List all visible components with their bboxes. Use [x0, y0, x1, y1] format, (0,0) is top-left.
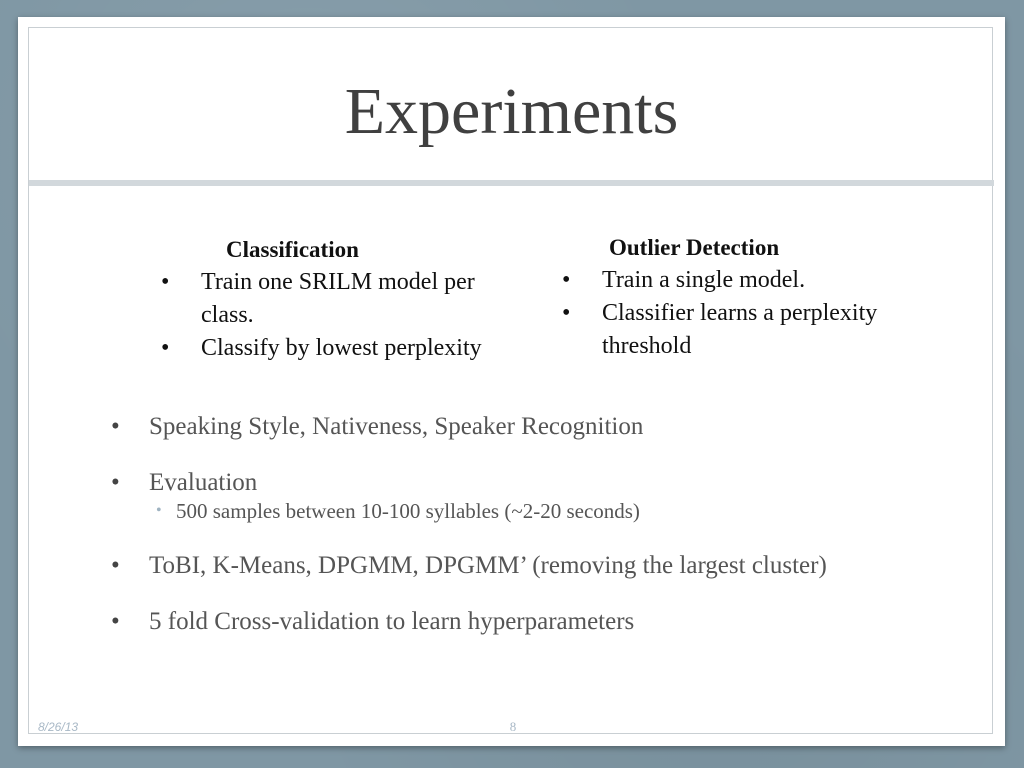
outlier-detection-column — [559, 231, 879, 363]
bullet-icon: • — [111, 413, 120, 440]
list-item — [158, 332, 498, 365]
classification-column — [158, 233, 498, 365]
classification-list — [158, 266, 498, 365]
bullet-icon: • — [562, 300, 571, 326]
bullet-icon: • — [161, 269, 170, 295]
bullet-icon: • — [111, 552, 120, 579]
main-bullet-list — [111, 413, 911, 664]
title-divider — [29, 180, 994, 186]
bullet-text: Train one SRILM model per class. — [201, 269, 475, 328]
footer-date: 8/26/13 — [38, 720, 79, 734]
outlier-detection-heading: Outlier Detection — [609, 235, 780, 260]
list-item — [559, 297, 879, 363]
bullet-text: Classifier learns a perplexity threshold — [602, 300, 878, 359]
bullet-text: Classify by lowest perplexity — [201, 335, 482, 361]
sub-bullet-text: 500 samples between 10-100 syllables (~2-20 seconds) — [176, 499, 640, 523]
list-item — [111, 608, 911, 635]
list-item — [111, 469, 911, 496]
bullet-text: 5 fold Cross-validation to learn hyperparameters — [149, 608, 635, 635]
bullet-text: Evaluation — [149, 469, 258, 496]
sub-list-item — [111, 497, 911, 525]
bullet-icon: • — [111, 469, 120, 496]
sub-bullet-icon: • — [156, 502, 162, 519]
bullet-icon: • — [161, 335, 170, 361]
list-item — [559, 264, 879, 297]
list-item — [111, 552, 911, 579]
page-number: 8 — [509, 719, 517, 734]
outlier-detection-list — [559, 264, 879, 363]
list-item — [111, 413, 911, 440]
bullet-text: Train a single model. — [602, 267, 806, 293]
bullet-text: Speaking Style, Nativeness, Speaker Recognition — [149, 413, 644, 440]
slide-title: Experiments — [344, 75, 679, 148]
classification-heading: Classification — [226, 237, 359, 262]
bullet-icon: • — [562, 267, 571, 293]
list-item — [158, 266, 498, 332]
bullet-icon: • — [111, 608, 120, 635]
bullet-text: ToBI, K-Means, DPGMM, DPGMM’ (removing the largest cluster) — [149, 552, 827, 579]
slide — [18, 17, 1005, 746]
